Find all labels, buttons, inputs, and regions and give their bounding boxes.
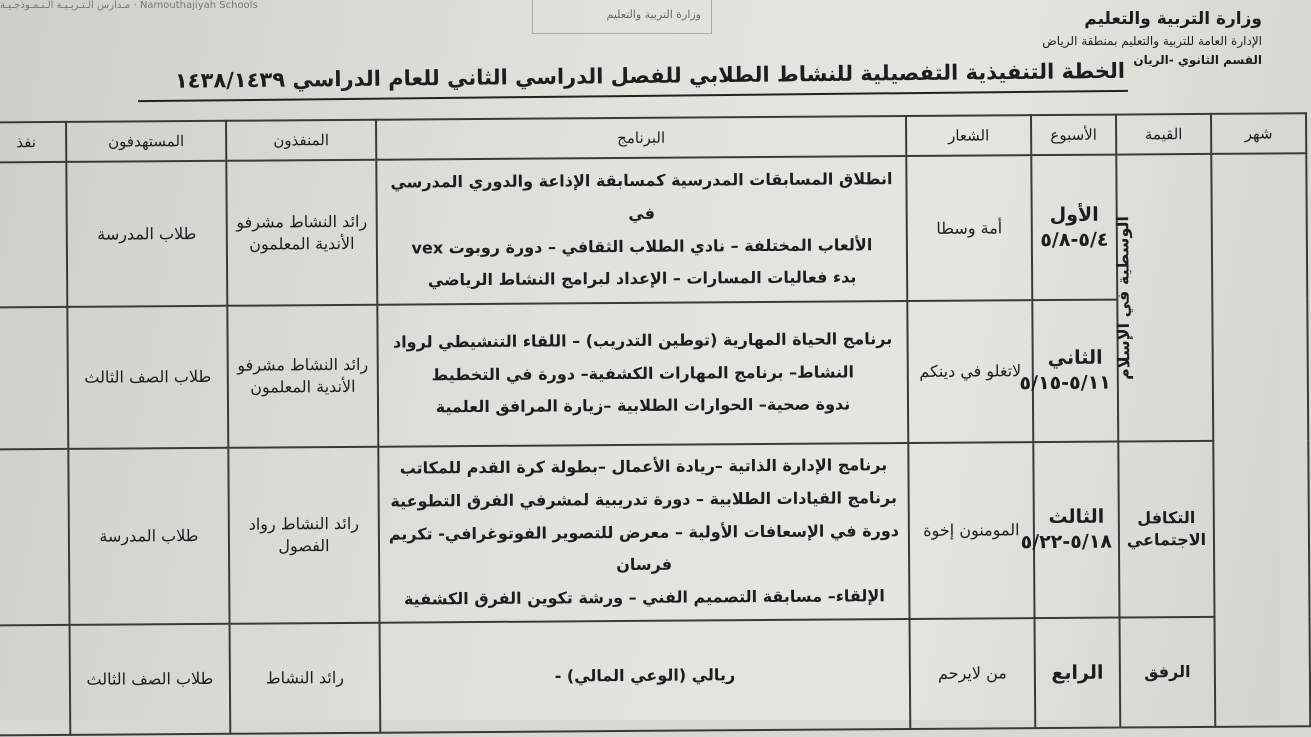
title-underline	[138, 90, 1128, 102]
program-cell	[380, 619, 911, 733]
targets-cell: طلاب المدرسة	[66, 161, 227, 307]
week-name: الثاني	[1040, 346, 1111, 371]
header-targets: المستهدفون	[66, 121, 226, 162]
executed-cell	[0, 307, 68, 450]
header-slogan: الشعار	[906, 115, 1031, 156]
table-row	[0, 616, 1310, 736]
header-implementers: المنفذون	[226, 120, 376, 161]
executed-cell	[0, 449, 70, 626]
week-cell	[1031, 155, 1117, 301]
implementers-cell: رائد النشاط رواد الفصول	[228, 447, 379, 624]
week-cell	[1035, 618, 1121, 729]
implementers-cell: رائد النشاط	[230, 623, 381, 734]
header-week: الأسبوع	[1031, 115, 1116, 156]
program-cell	[377, 301, 908, 447]
program-line: دورة في الإسعافات الأولية – معرض للتصوير الفوتوغرافي- تكريم فرسان	[386, 515, 902, 584]
school-name-top-left: مـدارس الـتـربـيـة الـنـمـوذجـيـة · Namouthajiyah Schools	[0, 0, 170, 12]
program-cell	[378, 443, 909, 623]
program-line: برنامج الحياة المهارية (توطين التدريب) – اللقاء التنشيطي لرواد	[384, 323, 900, 359]
value-cell: الرفق	[1120, 617, 1216, 728]
program-line: الإلقاء– مسابقة التصميم الفني – ورشة تكوين الفرق الكشفية	[386, 580, 902, 616]
header-executed: نفذ	[0, 122, 66, 163]
targets-cell: طلاب الصف الثالث	[67, 306, 228, 449]
executed-cell	[0, 625, 70, 736]
week-name: الرابع	[1042, 660, 1113, 685]
slogan-cell: المومنون إخوة	[908, 442, 1034, 619]
program-line: بدء فعاليات المسارات – الإعداد لبرامج النشاط الرياضي	[384, 261, 900, 297]
table-row	[0, 298, 1308, 450]
slogan-cell: من لايرحم	[910, 618, 1036, 729]
week-range: ٥/١١-٥/١٥	[1040, 371, 1111, 396]
week-cell	[1033, 442, 1119, 619]
page-title: الخطة التنفيذية التفصيلية للنشاط الطلابي للفصل الدراسي الثاني للعام الدراسي ١٤٣٨/١٤٣٩	[140, 59, 1125, 93]
program-line: ندوة صحية– الحوارات الطلابية –زيارة المرافق العلمية	[385, 388, 901, 424]
implementers-cell: رائد النشاط مشرفو الأندية المعلمون	[227, 305, 378, 448]
ministry-logo-box	[532, 0, 712, 34]
targets-cell: طلاب المدرسة	[68, 448, 229, 625]
month-cell	[1211, 153, 1310, 727]
table-row	[0, 440, 1310, 626]
logo-text: وزارة التربية والتعليم	[607, 8, 701, 21]
program-line: برنامج القيادات الطلابية – دورة تدريبية لمشرفي الفرق التطوعية	[386, 482, 902, 518]
slogan-cell: أمة وسطا	[906, 155, 1032, 301]
value-cell: التكافل الاجتماعي	[1118, 441, 1214, 618]
program-line: الألعاب المختلفة – نادي الطلاب الثقافي – دورة روبوت vex	[384, 229, 900, 265]
activity-plan-table	[0, 112, 1311, 737]
executed-cell	[0, 162, 67, 308]
program-line: ريالي (الوعي المالي) -	[387, 658, 903, 694]
directorate-name: الإدارة العامة للتربية والتعليم بمنطقة الرياض	[1042, 32, 1262, 51]
ministry-name: وزارة التربية والتعليم	[1042, 6, 1262, 32]
header-program: البرنامج	[376, 116, 906, 160]
value-text: الوسطية في الإسلام	[1113, 216, 1133, 380]
header-month: شهر	[1211, 113, 1306, 154]
week-cell	[1032, 300, 1118, 443]
program-line: برنامج الإدارة الذاتية –ريادة الأعمال –بطولة كرة القدم للمكاتب	[385, 449, 901, 485]
program-line: النشاط– برنامج المهارات الكشفية– دورة في التخطيط	[385, 356, 901, 392]
value-cell	[1116, 154, 1213, 442]
department-name: القسم الثانوي -الريان	[1042, 51, 1262, 70]
slogan-cell: لاتغلو في دينكم	[907, 300, 1033, 443]
table-row	[0, 153, 1307, 308]
header-value: القيمة	[1116, 114, 1211, 155]
week-range: ٥/٤-٥/٨	[1039, 227, 1110, 252]
week-range: ٥/١٨-٥/٢٢	[1041, 530, 1112, 555]
implementers-cell: رائد النشاط مشرفو الأندية المعلمون	[226, 160, 377, 306]
targets-cell: طلاب الصف الثالث	[70, 624, 231, 735]
program-cell	[376, 156, 907, 305]
week-name: الأول	[1039, 202, 1110, 227]
week-name: الثالث	[1041, 505, 1112, 530]
program-line: انطلاق المسابقات المدرسية كمسابقة الإذاعة والدوري المدرسي في	[383, 163, 899, 232]
